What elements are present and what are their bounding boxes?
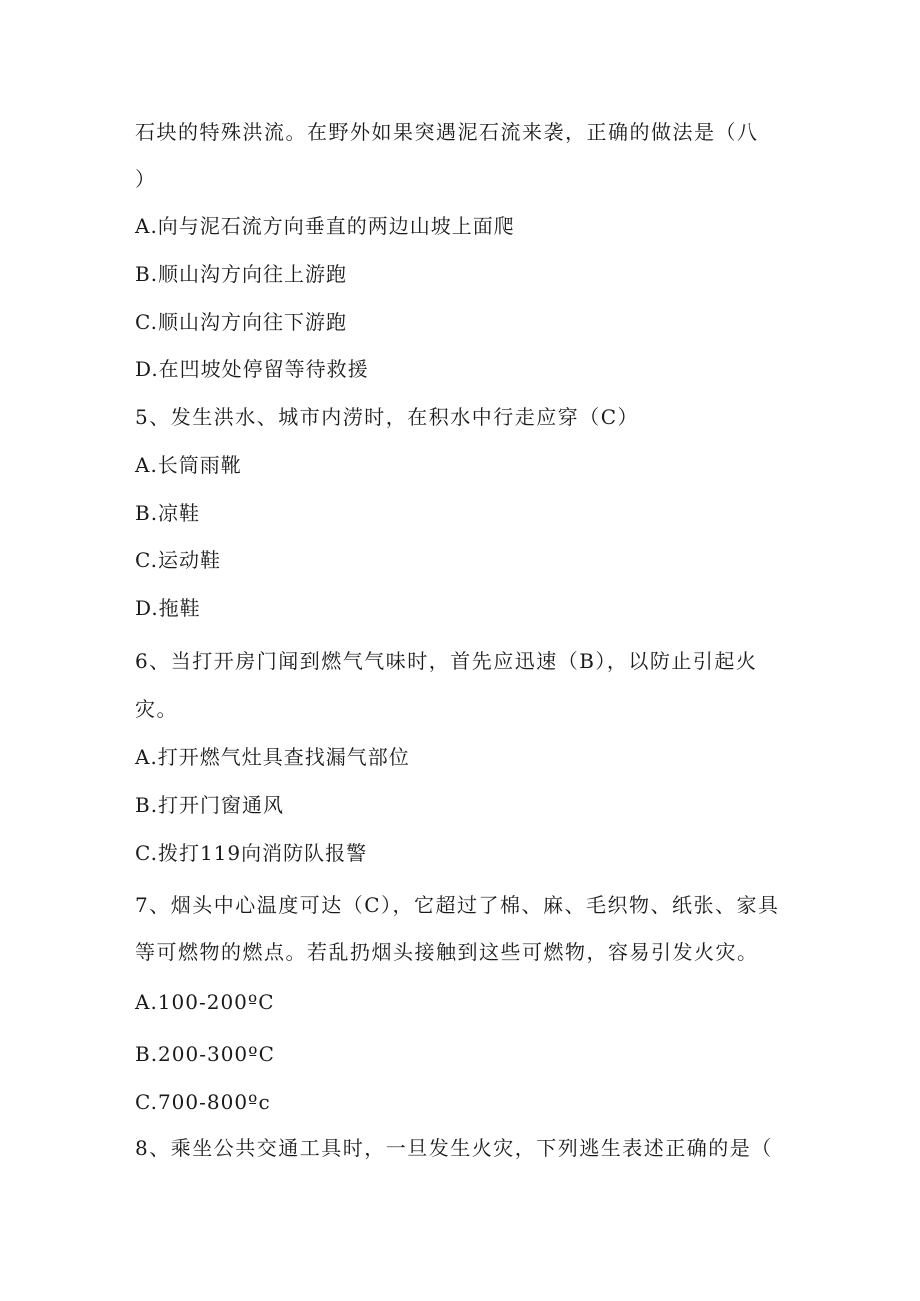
question-5-option-c: C.运动鞋 [135, 548, 221, 572]
question-8-stem: 8、乘坐公共交通工具时，一旦发生火灾，下列逃生表述正确的是（ [135, 1136, 773, 1160]
question-6-stem-end: 灾。 [135, 697, 178, 721]
question-7-option-a: A.100-200ºC [135, 990, 275, 1014]
question-5-stem: 5、发生洪水、城市内涝时，在积水中行走应穿（C） [135, 405, 640, 429]
question-6-option-b: B.打开门窗通风 [135, 793, 285, 817]
question-7-stem-end: 等可燃物的燃点。若乱扔烟头接触到这些可燃物，容易引发火灾。 [135, 940, 759, 964]
question-4-option-a: A.向与泥石流方向垂直的两边山坡上面爬 [135, 214, 515, 238]
question-6-option-a: A.打开燃气灶具查找漏气部位 [135, 745, 410, 769]
question-6-option-c: C.拨打119向消防队报警 [135, 841, 368, 865]
question-4-option-c: C.顺山沟方向往下游跑 [135, 310, 347, 334]
question-7-option-b: B.200-300ºC [135, 1042, 275, 1066]
question-4-option-b: B.顺山沟方向往上游跑 [135, 262, 348, 286]
question-5-option-a: A.长筒雨靴 [135, 453, 242, 477]
question-7-stem: 7、烟头中心温度可达（C），它超过了棉、麻、毛织物、纸张、家具 [135, 893, 780, 917]
question-6-stem: 6、当打开房门闻到燃气气味时，首先应迅速（B），以防止引起火 [135, 649, 758, 673]
question-5-option-d: D.拖鞋 [135, 596, 201, 620]
question-4-stem-continued: 石块的特殊洪流。在野外如果突遇泥石流来袭，正确的做法是（八 [135, 120, 759, 144]
question-4-stem-end: ） [135, 167, 157, 191]
question-4-option-d: D.在凹坡处停留等待救援 [135, 357, 369, 381]
question-7-option-c: C.700-800ºc [135, 1090, 271, 1114]
question-5-option-b: B.凉鞋 [135, 501, 201, 525]
